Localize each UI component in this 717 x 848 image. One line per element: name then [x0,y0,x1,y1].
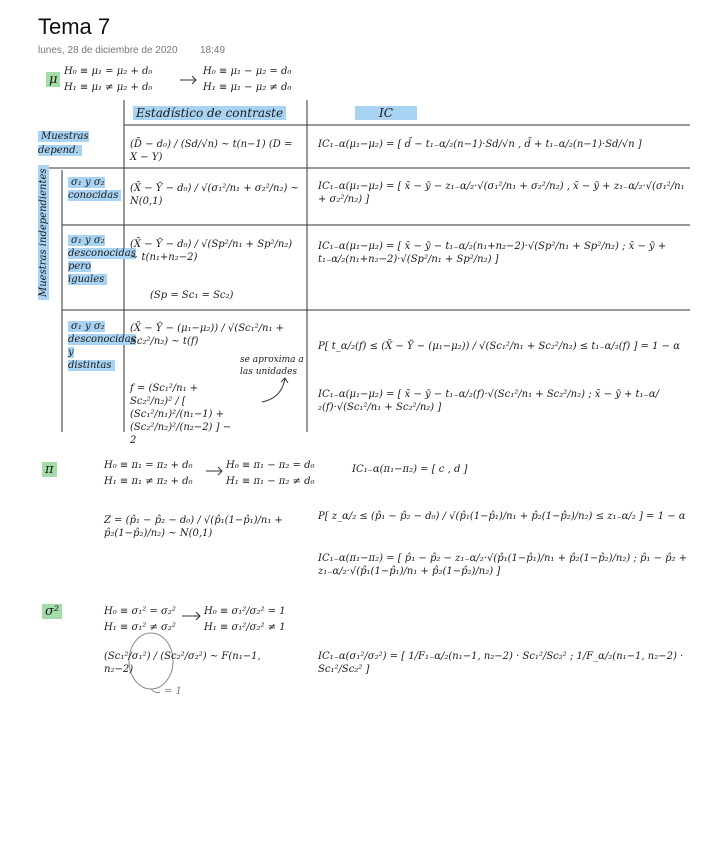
pi-ic-short: IC₁₋α(π₁−π₂) = [ c , d ] [352,464,468,475]
sigma-hypotheses-left: H₀ ≡ σ₁² = σ₂² H₁ ≡ σ₁² ≠ σ₂² [104,606,176,633]
row-known-label: σ₁ y σ₂ conocidas [68,177,121,201]
sigma-statistic: (Sc₁²/σ₁²) / (Sc₂²/σ₂²) ~ F(n₁−1, n₂−2) [104,651,261,675]
pi-prob: P[ z_α/₂ ≤ (p̂₁ − p̂₂ − d₀) / √(p̂₁(1−p̂₁)/n₁ + p̂₂(1−p̂₂)/n₂) ≤ z₁₋α/₂ ] = 1 − α [318,511,686,522]
mu-hypotheses-left: H₀ ≡ μ₁ = μ₂ + d₀ H₁ ≡ μ₁ ≠ μ₂ + d₀ [64,66,153,93]
row-equal-note: (Sp = Sc₁ = Sc₂) [150,290,234,301]
row-distinct-f-formula: f = (Sc₁²/n₁ + Sc₂²/n₂)² / [ (Sc₁²/n₁)²/(n₁−1) + (Sc₂²/n₂)²/(n₂−2) ] − 2 [130,383,232,446]
pi-statistic: Z = (p̂₁ − p̂₂ − d₀) / √(p̂₁(1−p̂₁)/n₁ + p̂₂(1−p̂₂)/n₂) ~ N(0,1) [104,515,283,539]
sigma-hypotheses-right: H₀ ≡ σ₁²/σ₂² = 1 H₁ ≡ σ₁²/σ₂² ≠ 1 [204,606,286,633]
sigma-circle-note: = 1 [164,686,182,697]
row-equal-label: σ₁ y σ₂ desconocidas pero iguales [68,235,136,285]
row-paired-label: Muestras depend. [38,131,89,156]
row-paired-ic: IC₁₋α(μ₁−μ₂) = [ d̄ − t₁₋α/₂(n−1)·Sd/√n , d̄ + t₁₋α/₂(n−1)·Sd/√n ] [318,139,642,150]
mu-hypotheses-right: H₀ ≡ μ₁ − μ₂ = d₀ H₁ ≡ μ₁ − μ₂ ≠ d₀ [203,66,292,93]
page-date: lunes, 28 de diciembre de 2020 [38,45,178,56]
header-statistic: Estadístico de contraste [133,106,286,120]
row-equal-ic: IC₁₋α(μ₁−μ₂) = [ x̄ − ȳ − t₁₋α/₂(n₁+n₂−2)·√(Sp²/n₁ + Sp²/n₂) ; x̄ − ȳ + t₁₋α/₂(n₁+n₂−2)·√(Sp²/n₁ + Sp²/n₂) ] [318,241,667,265]
side-label-independent: Muestras independientes [38,165,49,300]
header-ic: IC [355,106,417,120]
row-distinct-statistic: (X̄ − Ȳ − (μ₁−μ₂)) / √(Sc₁²/n₁ + Sc₂²/n₂) ~ t(f) [130,323,285,347]
row-distinct-label: σ₁ y σ₂ desconocidas y distintas [68,321,136,371]
row-known-statistic: (X̄ − Ȳ − d₀) / √(σ₁²/n₁ + σ₂²/n₂) ~ N(0,1) [130,183,299,207]
page-title: Tema 7 [38,14,111,39]
pi-hypotheses-right: H₀ ≡ π₁ − π₂ = d₀ H₁ ≡ π₁ − π₂ ≠ d₀ [226,460,315,487]
pi-ic: IC₁₋α(π₁−π₂) = [ p̂₁ − p̂₂ − z₁₋α/₂·√(p̂₁(1−p̂₁)/n₁ + p̂₂(1−p̂₂)/n₂) ; p̂₁ − p̂₂ + z₁₋α/₂·√(p̂₁(1−p̂₁)/n₁ + p̂₂(1−p̂₂)/n₂) ] [318,553,688,577]
row-distinct-ic: IC₁₋α(μ₁−μ₂) = [ x̄ − ȳ − t₁₋α/₂(f)·√(Sc₁²/n₁ + Sc₂²/n₂) ; x̄ − ȳ + t₁₋α/₂(f)·√(Sc₁²/n₁ + Sc₂²/n₂) ] [318,389,659,413]
mu-label: μ [46,72,60,87]
row-paired-statistic: (D̄ − d₀) / (Sd/√n) ~ t(n−1) (D = X − Y) [130,139,293,163]
row-equal-statistic: (X̄ − Ȳ − d₀) / √(Sp²/n₁ + Sp²/n₂) ~ t(n₁+n₂−2) [130,239,293,263]
row-distinct-prob: P[ t_α/₂(f) ≤ (X̄ − Ȳ − (μ₁−μ₂)) / √(Sc₁²/n₁ + Sc₂²/n₂) ≤ t₁₋α/₂(f) ] = 1 − α [318,341,680,352]
page-time: 18:49 [200,45,226,56]
sigma-label: σ² [42,604,62,619]
pi-hypotheses-left: H₀ ≡ π₁ = π₂ + d₀ H₁ ≡ π₁ ≠ π₂ + d₀ [104,460,193,487]
row-distinct-approx-note: se aproxima a las unidades [240,355,304,377]
row-known-ic: IC₁₋α(μ₁−μ₂) = [ x̄ − ȳ − z₁₋α/₂·√(σ₁²/n₁ + σ₂²/n₂) , x̄ − ȳ + z₁₋α/₂·√(σ₁²/n₁ + σ₂²/n₂) ] [318,181,685,205]
sigma-ic: IC₁₋α(σ₁²/σ₂²) = [ 1/F₁₋α/₂(n₁−1, n₂−2) · Sc₁²/Sc₂² ; 1/F_α/₂(n₁−1, n₂−2) · Sc₁²/Sc₂² ] [318,651,684,675]
pi-label: π [42,462,57,477]
